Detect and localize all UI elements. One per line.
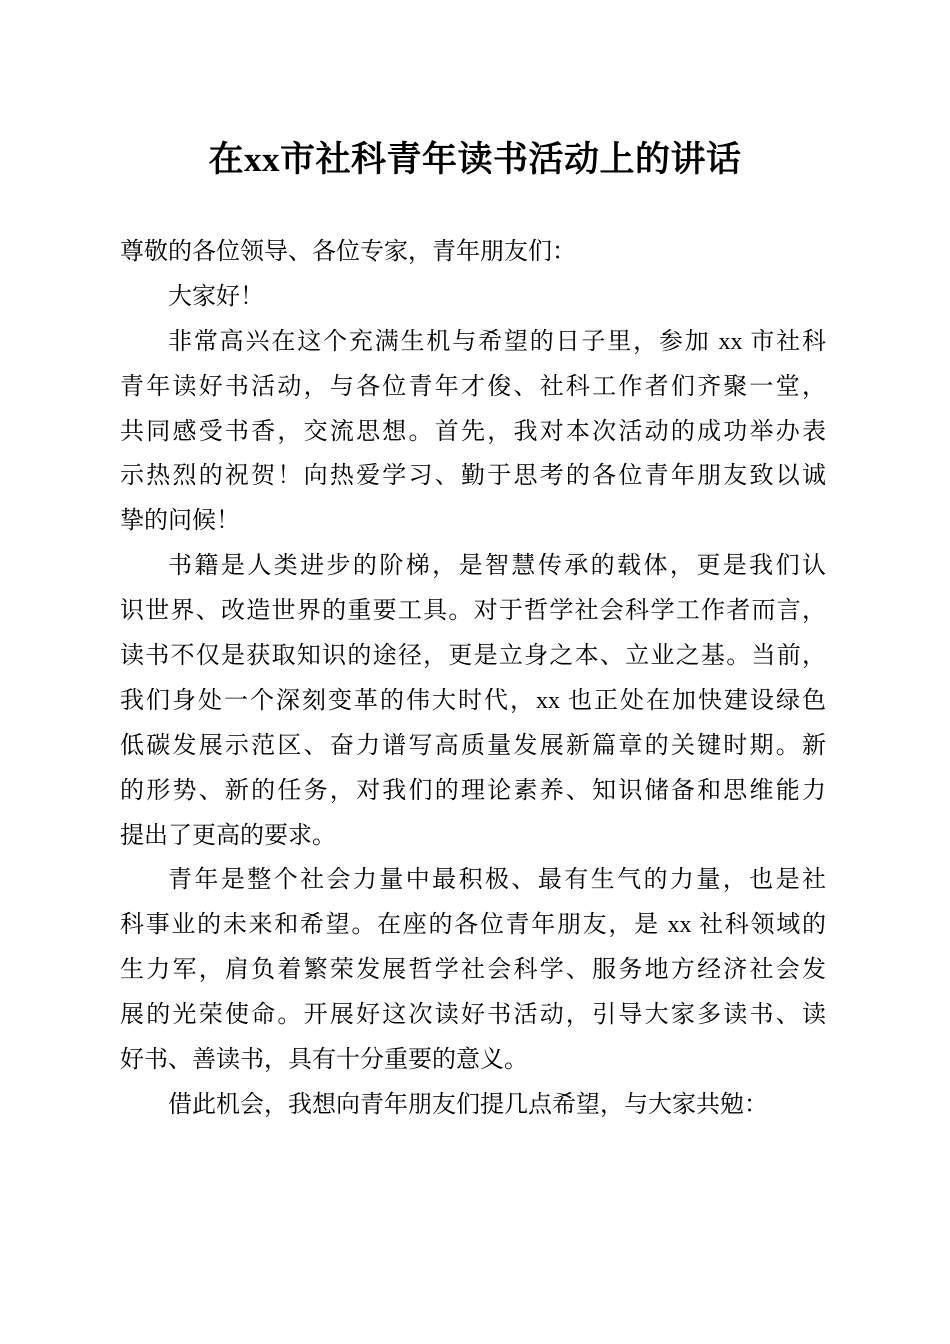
text-line: 科事业的未来和希望。在座的各位青年朋友，是 xx 社科领域的 (120, 912, 826, 939)
paragraph (120, 858, 826, 1082)
text-line: 识世界、改造世界的重要工具。对于哲学社会科学工作者而言， (120, 598, 826, 625)
text-line: 书籍是人类进步的阶梯，是智慧传承的载体，更是我们认 (168, 553, 826, 580)
text-line: 生力军，肩负着繁荣发展哲学社会科学、服务地方经济社会发 (120, 957, 826, 984)
text-line: 挚的问候！ (120, 508, 240, 535)
text-line: 提出了更高的要求。 (120, 822, 336, 849)
text-line: 读书不仅是获取知识的途径，更是立身之本、立业之基。当前， (120, 643, 826, 670)
paragraph (120, 230, 826, 275)
text-line: 大家好！ (168, 283, 264, 310)
text-line: 共同感受书香，交流思想。首先，我对本次活动的成功举办表 (120, 418, 826, 445)
text-line: 好书、善读书，具有十分重要的意义。 (120, 1047, 528, 1074)
text-line: 我们身处一个深刻变革的伟大时代，xx 也正处在加快建设绿色 (120, 687, 826, 714)
paragraph (120, 1083, 826, 1128)
text-line: 青年读好书活动，与各位青年才俊、社科工作者们齐聚一堂， (120, 373, 826, 400)
text-line: 示热烈的祝贺！向热爱学习、勤于思考的各位青年朋友致以诚 (120, 463, 826, 490)
paragraph (120, 275, 826, 320)
text-line: 展的光荣使命。开展好这次读好书活动，引导大家多读书、读 (120, 1002, 826, 1029)
text-line: 的形势、新的任务，对我们的理论素养、知识储备和思维能力 (120, 777, 826, 804)
paragraph (120, 544, 826, 858)
text-line: 青年是整个社会力量中最积极、最有生气的力量，也是社 (168, 867, 826, 894)
document-title: 在xx市社科青年读书活动上的讲话 (208, 140, 742, 179)
document-body (120, 230, 826, 1128)
text-line: 非常高兴在这个充满生机与希望的日子里，参加 xx 市社科 (168, 328, 826, 355)
text-line: 借此机会，我想向青年朋友们提几点希望，与大家共勉： (168, 1091, 768, 1118)
text-line: 尊敬的各位领导、各位专家，青年朋友们： (120, 239, 576, 265)
text-line: 低碳发展示范区、奋力谱写高质量发展新篇章的关键时期。新 (120, 732, 826, 759)
paragraph (120, 320, 826, 544)
